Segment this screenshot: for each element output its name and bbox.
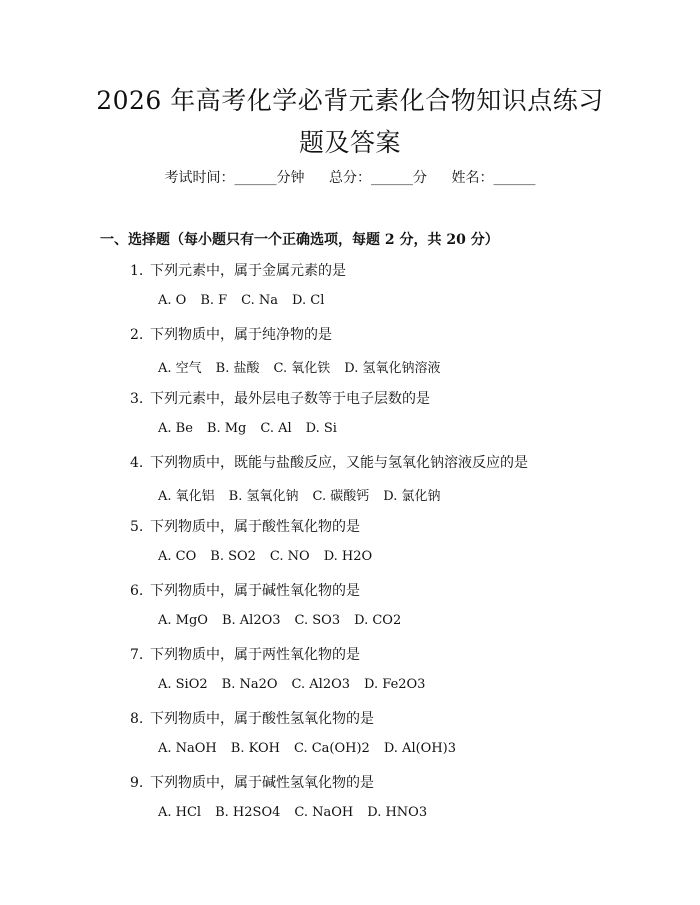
question-stem bbox=[130, 580, 360, 600]
answer-option: D. Fe2O3 bbox=[364, 677, 426, 692]
answer-option: D. H2O bbox=[323, 549, 373, 564]
question-number: 3. bbox=[130, 391, 144, 407]
question-text: 下列元素中，最外层电子数等于电子层数的是 bbox=[150, 391, 430, 407]
question-stem bbox=[130, 772, 374, 792]
section-title-multiple-choice: 一、选择题（每小题只有一个正确选项，每题 2 分，共 20 分） bbox=[100, 232, 499, 248]
question-number: 6. bbox=[130, 583, 144, 599]
answer-option: B. 氢氧化钠 bbox=[228, 489, 299, 504]
question-number: 1. bbox=[130, 263, 144, 279]
answer-options bbox=[158, 677, 439, 692]
question-stem bbox=[130, 516, 360, 536]
answer-option: C. Ca(OH)2 bbox=[293, 741, 370, 756]
answer-option: C. Al bbox=[260, 421, 292, 436]
question-stem bbox=[130, 388, 430, 408]
student-name-field: 姓名：______ bbox=[451, 170, 536, 186]
question-stem bbox=[130, 260, 346, 280]
answer-options bbox=[158, 357, 454, 376]
answer-option: D. Al(OH)3 bbox=[383, 741, 457, 756]
answer-option: C. 氧化铁 bbox=[273, 361, 331, 376]
answer-option: C. Na bbox=[241, 293, 279, 308]
answer-option: A. 氧化铝 bbox=[158, 489, 215, 504]
question-text: 下列物质中，既能与盐酸反应，又能与氢氧化钠溶液反应的是 bbox=[150, 455, 528, 471]
answer-option: A. SiO2 bbox=[158, 677, 208, 692]
answer-option: B. F bbox=[200, 293, 228, 308]
question-text: 下列元素中，属于金属元素的是 bbox=[150, 263, 346, 279]
question-stem bbox=[130, 644, 360, 664]
answer-option: B. Mg bbox=[206, 421, 247, 436]
answer-option: A. MgO bbox=[158, 613, 208, 628]
answer-options bbox=[158, 549, 386, 564]
answer-option: B. Na2O bbox=[221, 677, 278, 692]
answer-option: A. HCl bbox=[158, 805, 202, 820]
answer-option: A. Be bbox=[158, 421, 193, 436]
question-text: 下列物质中，属于酸性氢氧化物的是 bbox=[150, 711, 374, 727]
answer-option: A. NaOH bbox=[158, 741, 217, 756]
answer-option: D. Si bbox=[305, 421, 337, 436]
question-number: 5. bbox=[130, 519, 144, 535]
answer-options bbox=[158, 293, 338, 308]
answer-option: A. O bbox=[158, 293, 187, 308]
answer-options bbox=[158, 421, 351, 436]
question-number: 9. bbox=[130, 775, 144, 791]
answer-option: D. Cl bbox=[292, 293, 325, 308]
question-text: 下列物质中，属于酸性氧化物的是 bbox=[150, 519, 360, 535]
question-text: 下列物质中，属于纯净物的是 bbox=[150, 327, 332, 343]
answer-option: B. 盐酸 bbox=[215, 361, 260, 376]
total-score-field: 总分：______分 bbox=[329, 170, 427, 186]
answer-option: D. 氯化钠 bbox=[383, 489, 441, 504]
answer-option: D. CO2 bbox=[354, 613, 402, 628]
question-number: 7. bbox=[130, 647, 144, 663]
question-text: 下列物质中，属于两性氧化物的是 bbox=[150, 647, 360, 663]
exam-info-line bbox=[0, 167, 700, 187]
answer-option: C. SO3 bbox=[294, 613, 341, 628]
question-text: 下列物质中，属于碱性氢氧化物的是 bbox=[150, 775, 374, 791]
question-number: 8. bbox=[130, 711, 144, 727]
answer-options bbox=[158, 613, 415, 628]
answer-options bbox=[158, 485, 454, 504]
exam-time-field: 考试时间：______分钟 bbox=[164, 170, 305, 186]
answer-option: D. HNO3 bbox=[367, 805, 428, 820]
answer-options bbox=[158, 741, 470, 756]
answer-option: C. Al2O3 bbox=[291, 677, 351, 692]
answer-option: C. NO bbox=[269, 549, 310, 564]
document-title bbox=[60, 80, 640, 164]
answer-option: B. SO2 bbox=[210, 549, 256, 564]
answer-option: C. 碳酸钙 bbox=[312, 489, 370, 504]
answer-option: B. H2SO4 bbox=[215, 805, 281, 820]
answer-options bbox=[158, 805, 441, 820]
answer-option: D. 氢氧化钠溶液 bbox=[344, 361, 441, 376]
answer-option: C. NaOH bbox=[294, 805, 354, 820]
title-line-2: 题及答案 bbox=[298, 128, 401, 157]
title-line-1: 2026 年高考化学必背元素化合物知识点练习 bbox=[96, 86, 604, 115]
question-number: 2. bbox=[130, 327, 144, 343]
answer-option: A. 空气 bbox=[158, 361, 202, 376]
question-text: 下列物质中，属于碱性氧化物的是 bbox=[150, 583, 360, 599]
answer-option: B. KOH bbox=[230, 741, 280, 756]
question-stem bbox=[130, 324, 332, 344]
question-number: 4. bbox=[130, 455, 144, 471]
answer-option: B. Al2O3 bbox=[221, 613, 281, 628]
question-stem bbox=[130, 452, 528, 472]
question-stem bbox=[130, 708, 374, 728]
answer-option: A. CO bbox=[158, 549, 197, 564]
